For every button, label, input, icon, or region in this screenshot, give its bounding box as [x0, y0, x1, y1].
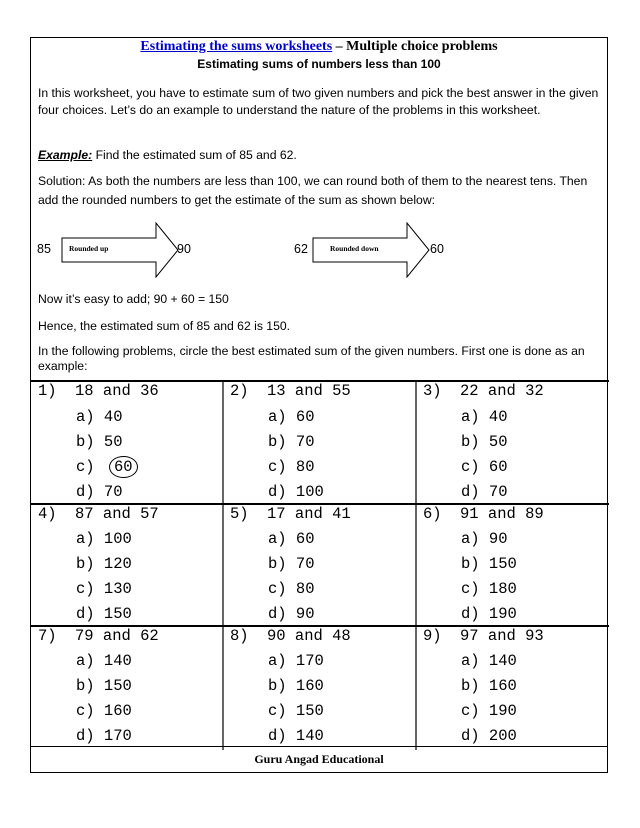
title-rest: – Multiple choice problems — [332, 39, 498, 54]
page-title — [31, 38, 607, 56]
arrow2-from: 62 — [294, 242, 308, 256]
option-c[interactable]: c) 80 — [268, 458, 315, 476]
option-a[interactable]: a) 170 — [268, 652, 324, 670]
footer: Guru Angad Educational — [31, 746, 607, 772]
option-d[interactable]: d) 100 — [268, 483, 324, 501]
option-d[interactable]: d) 190 — [461, 605, 517, 623]
problem-grid — [31, 381, 607, 749]
option-c[interactable]: c) 130 — [76, 580, 132, 598]
option-c[interactable]: c) 150 — [268, 702, 324, 720]
problem-cell — [223, 626, 416, 749]
problem-question: 79 and 62 — [75, 627, 159, 645]
problem-number: 9) — [423, 627, 442, 645]
option-a[interactable]: a) 60 — [268, 408, 315, 426]
problem-number: 6) — [423, 505, 442, 523]
problem-cell — [416, 626, 607, 749]
option-c[interactable]: c) 180 — [461, 580, 517, 598]
arrow2-to: 60 — [430, 242, 444, 256]
instructions-text: In the following problems, circle the best estimated sum of the given numbers. First one is done as an example: — [38, 344, 585, 373]
problem-cell — [416, 381, 607, 504]
problem-number: 3) — [423, 382, 442, 400]
conclusion-line: Hence, the estimated sum of 85 and 62 is 150. — [38, 319, 291, 333]
problem-number: 7) — [38, 627, 57, 645]
option-c[interactable]: c) — [76, 458, 95, 476]
example-line — [38, 147, 604, 164]
option-a[interactable]: a) 40 — [76, 408, 123, 426]
problem-cell — [223, 381, 416, 504]
page-subtitle: Estimating sums of numbers less than 100 — [197, 57, 441, 71]
option-b[interactable]: b) 70 — [268, 555, 315, 573]
problem-number: 2) — [230, 382, 249, 400]
option-b[interactable]: b) 150 — [461, 555, 517, 573]
arrow1-to: 90 — [177, 242, 191, 256]
option-d[interactable]: d) 200 — [461, 727, 517, 745]
option-a[interactable]: a) 90 — [461, 530, 508, 548]
circled-answer[interactable]: 60 — [109, 456, 138, 478]
option-c[interactable]: c) 190 — [461, 702, 517, 720]
add-line: Now it’s easy to add; 90 + 60 = 150 — [38, 292, 229, 306]
example-label: Example: — [38, 148, 93, 162]
problem-number: 4) — [38, 505, 57, 523]
problem-question: 17 and 41 — [267, 505, 351, 523]
option-c[interactable]: c) 160 — [76, 702, 132, 720]
option-d[interactable]: d) 140 — [268, 727, 324, 745]
option-b[interactable]: b) 150 — [76, 677, 132, 695]
option-d[interactable]: d) 90 — [268, 605, 315, 623]
option-b[interactable]: b) 160 — [461, 677, 517, 695]
problem-question: 91 and 89 — [460, 505, 544, 523]
option-a[interactable]: a) 40 — [461, 408, 508, 426]
option-b[interactable]: b) 120 — [76, 555, 132, 573]
option-d[interactable]: d) 70 — [76, 483, 123, 501]
arrow1-from: 85 — [37, 242, 51, 256]
problem-cell — [31, 504, 223, 626]
problem-number: 8) — [230, 627, 249, 645]
problem-cell — [223, 504, 416, 626]
problem-number: 5) — [230, 505, 249, 523]
title-link[interactable]: Estimating the sums worksheets — [140, 39, 333, 54]
option-d[interactable]: d) 150 — [76, 605, 132, 623]
problem-cell — [31, 626, 223, 749]
option-c[interactable]: c) 60 — [461, 458, 508, 476]
option-a[interactable]: a) 60 — [268, 530, 315, 548]
problem-question: 87 and 57 — [75, 505, 159, 523]
problem-cell — [416, 504, 607, 626]
example-text: Find the estimated sum of 85 and 62. — [92, 148, 297, 162]
option-c[interactable]: c) 80 — [268, 580, 315, 598]
problem-cell — [31, 381, 223, 504]
problem-number: 1) — [38, 382, 57, 400]
arrow1-label: Rounded up — [69, 244, 109, 253]
problem-question: 22 and 32 — [460, 382, 544, 400]
option-b[interactable]: b) 50 — [76, 433, 123, 451]
problem-question: 97 and 93 — [460, 627, 544, 645]
option-d[interactable]: d) 170 — [76, 727, 132, 745]
problem-question: 13 and 55 — [267, 382, 351, 400]
option-b[interactable]: b) 160 — [268, 677, 324, 695]
option-b[interactable]: b) 50 — [461, 433, 508, 451]
worksheet — [30, 37, 608, 773]
arrow2-label: Rounded down — [330, 244, 379, 253]
problem-question: 18 and 36 — [75, 382, 159, 400]
option-a[interactable]: a) 100 — [76, 530, 132, 548]
solution-text: Solution: As both the numbers are less than 100, we can round both of them to the nearest tens. Then add the rounded numbers to get the estimate of the sum as shown below: — [38, 174, 588, 207]
option-b[interactable]: b) 70 — [268, 433, 315, 451]
option-d[interactable]: d) 70 — [461, 483, 508, 501]
intro-text: In this worksheet, you have to estimate sum of two given numbers and pick the best answer in the given four choices. Let’s do an example to understand the nature of the problems in this worksheet. — [38, 86, 599, 117]
option-a[interactable]: a) 140 — [461, 652, 517, 670]
problem-question: 90 and 48 — [267, 627, 351, 645]
option-a[interactable]: a) 140 — [76, 652, 132, 670]
